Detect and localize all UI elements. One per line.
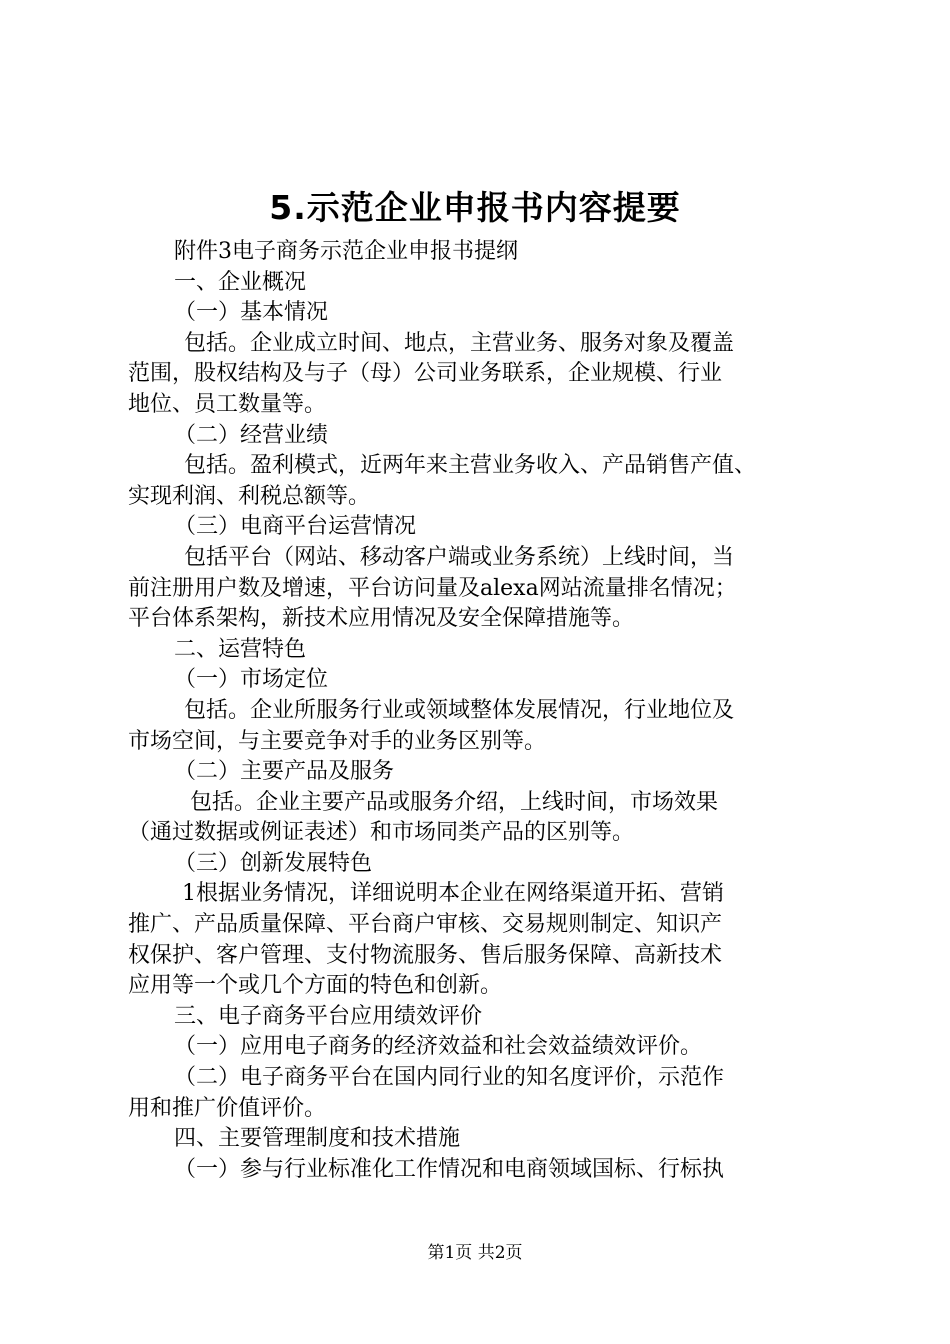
subsection-heading: （三）电商平台运营情况 — [174, 514, 417, 540]
paragraph-line: 前注册用户数及增速，平台访问量及alexa网站流量排名情况； — [128, 575, 737, 601]
paragraph-line: （二）电子商务平台在国内同行业的知名度评价，示范作 — [174, 1065, 725, 1091]
paragraph-line: 包括。企业主要产品或服务介绍，上线时间，市场效果 — [190, 789, 719, 815]
paragraph-line: （一）应用电子商务的经济效益和社会效益绩效评价。 — [174, 1034, 703, 1060]
subsection-heading: （三）创新发展特色 — [174, 850, 373, 876]
paragraph-line: 包括。盈利模式，近两年来主营业务收入、产品销售产值、 — [184, 453, 757, 479]
paragraph-line: 范围，股权结构及与子（母）公司业务联系，企业规模、行业 — [128, 361, 723, 387]
attachment-heading: 附件3电子商务示范企业申报书提纲 — [174, 239, 518, 264]
section-heading-1: 一、企业概况 — [174, 269, 307, 295]
paragraph-line: 应用等一个或几个方面的特色和创新。 — [128, 973, 503, 999]
page-footer: 第1页 共2页 — [427, 1243, 523, 1263]
paragraph-line: 包括平台（网站、移动客户端或业务系统）上线时间，当 — [184, 544, 735, 570]
paragraph-line: 平台体系架构，新技术应用情况及安全保障措施等。 — [128, 606, 635, 632]
paragraph-line: 市场空间，与主要竞争对手的业务区别等。 — [128, 728, 547, 754]
subsection-heading: （二）经营业绩 — [174, 422, 329, 448]
paragraph-line: （一）参与行业标准化工作情况和电商领域国标、行标执 — [174, 1156, 725, 1182]
paragraph-line: 1根据业务情况，详细说明本企业在网络渠道开拓、营销 — [182, 881, 724, 907]
section-heading-4: 四、主要管理制度和技术措施 — [174, 1126, 461, 1152]
paragraph-line: 包括。企业成立时间、地点，主营业务、服务对象及覆盖 — [184, 330, 735, 356]
paragraph-line: 推广、产品质量保障、平台商户审核、交易规则制定、知识产 — [128, 912, 723, 938]
section-heading-3: 三、电子商务平台应用绩效评价 — [174, 1003, 483, 1029]
subsection-heading: （二）主要产品及服务 — [174, 759, 395, 785]
paragraph-line: 权保护、客户管理、支付物流服务、售后服务保障、高新技术 — [128, 942, 723, 968]
paragraph-line: 包括。企业所服务行业或领域整体发展情况，行业地位及 — [184, 697, 735, 723]
paragraph-line: （通过数据或例证表述）和市场同类产品的区别等。 — [128, 820, 635, 846]
section-heading-2: 二、运营特色 — [174, 636, 307, 662]
subsection-heading: （一）基本情况 — [174, 300, 329, 326]
document-body — [128, 237, 840, 1185]
paragraph-line: 地位、员工数量等。 — [128, 391, 327, 417]
paragraph-line: 用和推广价值评价。 — [128, 1095, 327, 1121]
document-title: 5.示范企业申报书内容提要 — [269, 188, 681, 227]
paragraph-line: 实现利润、利税总额等。 — [128, 483, 371, 509]
subsection-heading: （一）市场定位 — [174, 667, 329, 693]
